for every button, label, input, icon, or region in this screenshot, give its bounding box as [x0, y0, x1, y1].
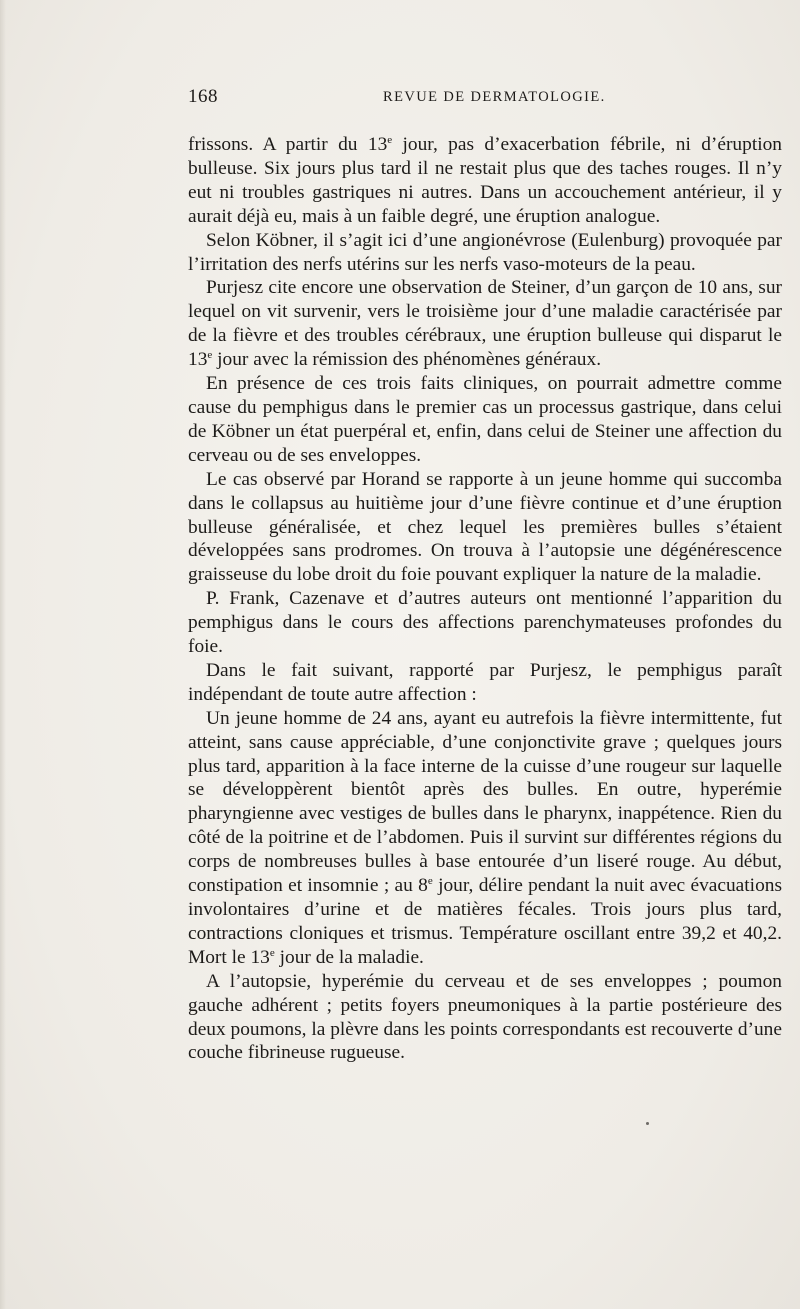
paragraph-6: P. Frank, Cazenave et d’autres auteurs ont mentionné l’apparition du pemphigus dans le cours des affections parenchymateuses profondes du foie.	[188, 588, 782, 658]
page-edge-shadow	[0, 0, 6, 1309]
paragraph-3: Purjesz cite encore une observation de Steiner, d’un garçon de 10 ans, sur lequel on vit survenir, vers le troisième jour d’une maladie caractérisée par de la fièvre et des troubles cérébraux, une éruption bulleuse qui disparut le 13e jour avec la rémission des phénomènes généraux.	[188, 277, 782, 371]
page-header	[188, 86, 782, 112]
running-title: REVUE DE DERMATOLOGIE.	[383, 89, 606, 105]
paragraph-4: En présence de ces trois faits cliniques, on pourrait admettre comme cause du pemphigus dans le premier cas un processus gastrique, dans celui de Köbner un état puerpéral et, enfin, dans celui de Steiner une affection du cerveau ou de ses enveloppes.	[188, 373, 782, 466]
print-speck	[646, 1122, 649, 1125]
paragraph-7: Dans le fait suivant, rapporté par Purjesz, le pemphigus paraît indépendant de toute autre affection :	[188, 659, 782, 705]
page-number: 168	[188, 86, 218, 107]
paragraph-2: Selon Köbner, il s’agit ici d’une angionévrose (Eulenburg) provoquée par l’irritation des nerfs utérins sur les nerfs vaso-moteurs de la peau.	[188, 229, 782, 275]
paragraph-5: Le cas observé par Horand se rapporte à un jeune homme qui succomba dans le collapsus au huitième jour d’une fièvre continue et d’une éruption bulleuse généralisée, et chez lequel les premières bulles s’étaient développées sans prodromes. On trouva à l’autopsie une dégénérescence graisseuse du lobe droit du foie pouvant expliquer la nature de la maladie.	[188, 468, 782, 586]
paragraph-9: A l’autopsie, hyperémie du cerveau et de ses enveloppes ; poumon gauche adhérent ; petits foyers pneumoniques à la partie postérieure des deux poumons, la plèvre dans les points correspondants est recouverte d’une couche fibrineuse rugueuse.	[188, 970, 782, 1064]
body-text	[188, 133, 782, 1065]
paragraph-8: Un jeune homme de 24 ans, ayant eu autrefois la fièvre intermittente, fut atteint, sans cause appréciable, d’une conjonctivite grave ; quelques jours plus tard, apparition à la face interne de la cuisse d’une rougeur sur laquelle se développèrent bientôt après des bulles. En outre, hyperémie pharyngienne avec vestiges de bulles dans le pharynx, inappétence. Rien du côté de la poitrine et de l’abdomen. Puis il survint sur différentes régions du corps de nombreuses bulles à base entourée d’un liseré rouge. Au début, constipation et insomnie ; au 8e jour, délire pendant la nuit avec évacuations involontaires d’urine et de matières fécales. Trois jours plus tard, contractions cloniques et trismus. Température oscillant entre 39,2 et 40,2. Mort le 13e jour de la maladie.	[188, 707, 783, 968]
paragraph-1: frissons. A partir du 13e jour, pas d’exacerbation fébrile, ni d’éruption bulleuse. Six jours plus tard il ne restait plus que des taches rouges. Il n’y eut ni troubles gastriques ni autres. Dans un accouchement antérieur, il y aurait déjà eu, mais à un faible degré, une éruption analogue.	[188, 134, 782, 227]
